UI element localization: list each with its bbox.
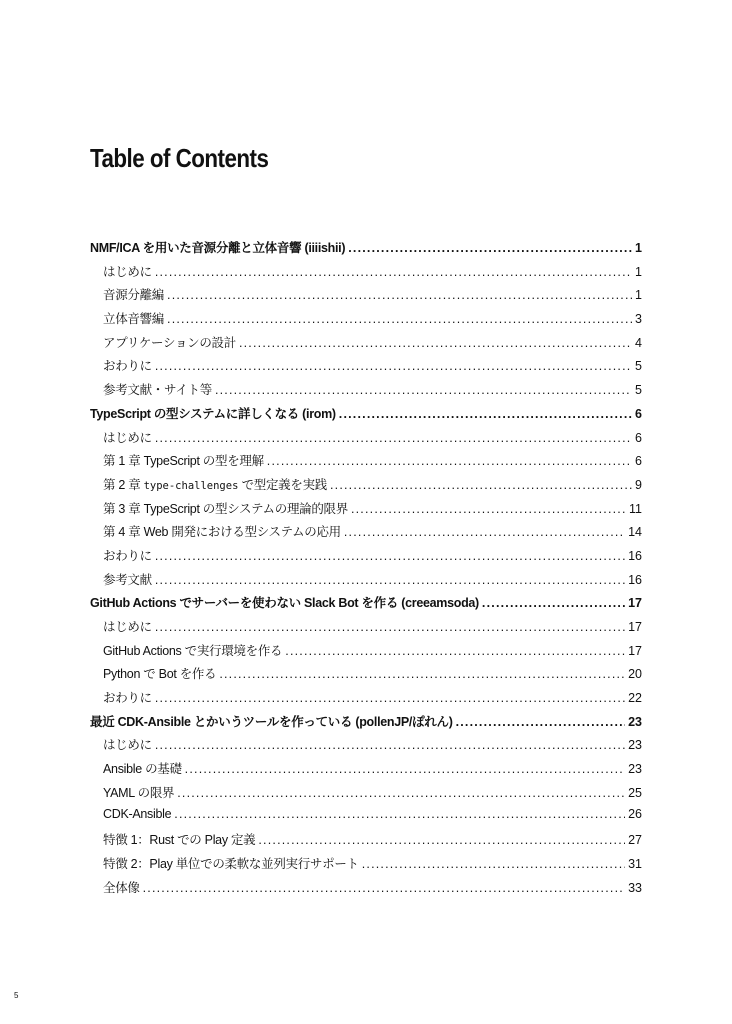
page-number: 5 bbox=[14, 991, 19, 1000]
toc-entry-label: GitHub Actions でサーバーを使わない Slack Bot を作る (creeamsoda) bbox=[90, 596, 479, 611]
toc-entry-page: 1 bbox=[635, 264, 642, 279]
leader-dots bbox=[362, 857, 625, 871]
toc-entry-label: はじめに bbox=[103, 430, 152, 445]
toc-entry-page: 20 bbox=[628, 667, 642, 682]
toc-entry[interactable] bbox=[90, 878, 642, 902]
toc-entry-label: TypeScript の型システムに詳しくなる (irom) bbox=[90, 406, 336, 421]
toc-entry-page: 22 bbox=[628, 691, 642, 706]
toc-entry[interactable] bbox=[90, 309, 642, 333]
toc-entry-page: 6 bbox=[635, 406, 642, 421]
toc-entry[interactable] bbox=[90, 285, 642, 309]
leader-dots bbox=[167, 288, 632, 302]
toc-entry-page: 27 bbox=[628, 833, 642, 848]
leader-dots bbox=[155, 359, 632, 373]
toc-entry-page: 31 bbox=[628, 856, 642, 871]
leader-dots bbox=[267, 454, 632, 468]
toc-entry-label: GitHub Actions で実行環境を作る bbox=[103, 643, 283, 658]
toc-entry-label: はじめに bbox=[103, 738, 152, 753]
toc-entry[interactable] bbox=[90, 333, 642, 357]
leader-dots bbox=[155, 265, 632, 279]
toc-entry[interactable] bbox=[90, 451, 642, 475]
leader-dots bbox=[219, 667, 625, 681]
toc-entry-page: 17 bbox=[628, 643, 642, 658]
leader-dots bbox=[155, 431, 632, 445]
toc-entry[interactable] bbox=[90, 475, 642, 499]
leader-dots bbox=[285, 644, 625, 658]
leader-dots bbox=[177, 786, 625, 800]
toc-entry[interactable] bbox=[90, 546, 642, 570]
leader-dots bbox=[456, 715, 626, 729]
leader-dots bbox=[339, 407, 632, 421]
toc-entry-page: 5 bbox=[635, 359, 642, 374]
toc-entry-label-code: type-challenges bbox=[143, 479, 239, 492]
toc-entry-label-prefix: 第 2 章 bbox=[103, 477, 144, 492]
toc-entry-label: 最近 CDK-Ansible とかいうツールを作っている (pollenJP/ぽれん) bbox=[90, 714, 453, 729]
toc-entry[interactable] bbox=[90, 238, 642, 262]
leader-dots bbox=[348, 241, 632, 255]
toc-entry[interactable] bbox=[90, 830, 642, 854]
toc-entry-label: 立体音響編 bbox=[103, 312, 165, 327]
toc-entry[interactable] bbox=[90, 593, 642, 617]
toc-entry-page: 17 bbox=[628, 620, 642, 634]
toc-entry-label bbox=[103, 475, 327, 493]
toc-entry[interactable] bbox=[90, 641, 642, 665]
table-of-contents bbox=[90, 238, 642, 901]
toc-entry-label: 特徴 1：Rust での Play 定義 bbox=[103, 833, 256, 848]
toc-entry-label: 全体像 bbox=[103, 880, 140, 895]
toc-entry[interactable] bbox=[90, 262, 642, 286]
toc-entry[interactable] bbox=[90, 522, 642, 546]
toc-entry[interactable] bbox=[90, 617, 642, 641]
toc-entry-page: 17 bbox=[628, 596, 642, 611]
leader-dots bbox=[258, 833, 625, 847]
leader-dots bbox=[155, 573, 625, 587]
toc-entry-label: はじめに bbox=[103, 264, 152, 279]
toc-entry-label: 特徴 2：Play 単位での柔軟な並列実行サポート bbox=[103, 856, 359, 871]
toc-entry[interactable] bbox=[90, 735, 642, 759]
leader-dots bbox=[330, 478, 632, 492]
toc-entry-label: Ansible の基礎 bbox=[103, 762, 182, 777]
toc-entry-page: 25 bbox=[628, 785, 642, 800]
toc-entry[interactable] bbox=[90, 499, 642, 523]
toc-entry-page: 4 bbox=[635, 335, 642, 350]
leader-dots bbox=[155, 691, 625, 705]
toc-entry-page: 11 bbox=[629, 501, 642, 516]
toc-entry-label: おわりに bbox=[103, 691, 152, 706]
leader-dots bbox=[143, 881, 625, 895]
toc-entry-label: CDK-Ansible bbox=[103, 806, 172, 821]
toc-entry-label: 参考文献 bbox=[103, 572, 152, 587]
leader-dots bbox=[185, 762, 625, 776]
toc-entry[interactable] bbox=[90, 380, 642, 404]
toc-entry-label-suffix: で型定義を実践 bbox=[238, 477, 327, 492]
toc-entry[interactable] bbox=[90, 570, 642, 594]
leader-dots bbox=[344, 525, 625, 539]
toc-entry[interactable] bbox=[90, 783, 642, 807]
leader-dots bbox=[239, 336, 632, 350]
toc-entry[interactable] bbox=[90, 712, 642, 736]
toc-entry-page: 9 bbox=[635, 477, 642, 492]
page-title: Table of Contents bbox=[90, 143, 269, 173]
toc-entry-page: 16 bbox=[628, 572, 642, 587]
toc-entry-page: 23 bbox=[628, 714, 642, 729]
leader-dots bbox=[215, 383, 632, 397]
toc-entry-page: 6 bbox=[635, 454, 642, 469]
leader-dots bbox=[155, 549, 625, 563]
toc-entry-label: YAML の限界 bbox=[103, 785, 175, 800]
toc-entry[interactable] bbox=[90, 664, 642, 688]
toc-entry[interactable] bbox=[90, 404, 642, 428]
toc-entry-page: 3 bbox=[635, 312, 642, 327]
toc-entry-page: 1 bbox=[635, 241, 642, 255]
toc-entry-label: 参考文献・サイト等 bbox=[103, 383, 212, 398]
toc-entry-label: 音源分離編 bbox=[103, 288, 165, 303]
toc-entry-label: アプリケーションの設計 bbox=[103, 335, 236, 350]
leader-dots bbox=[167, 312, 632, 326]
toc-entry[interactable] bbox=[90, 759, 642, 783]
toc-entry[interactable] bbox=[90, 428, 642, 452]
toc-entry-label: 第 3 章 TypeScript の型システムの理論的限界 bbox=[103, 501, 348, 516]
toc-entry-page: 26 bbox=[628, 806, 642, 821]
leader-dots bbox=[155, 620, 625, 634]
leader-dots bbox=[351, 502, 626, 516]
leader-dots bbox=[174, 807, 625, 821]
toc-entry-label: Python で Bot を作る bbox=[103, 667, 217, 682]
toc-entry[interactable] bbox=[90, 688, 642, 712]
toc-entry-page: 6 bbox=[635, 430, 642, 445]
toc-entry-label: おわりに bbox=[103, 359, 152, 374]
leader-dots bbox=[155, 738, 625, 752]
toc-entry-page: 23 bbox=[628, 762, 642, 777]
toc-entry-page: 23 bbox=[628, 738, 642, 753]
toc-entry[interactable] bbox=[90, 807, 642, 831]
toc-entry-label: 第 4 章 Web 開発における型システムの応用 bbox=[103, 525, 341, 540]
leader-dots bbox=[482, 596, 625, 610]
toc-entry-page: 1 bbox=[635, 288, 642, 303]
toc-entry-page: 33 bbox=[628, 880, 642, 895]
toc-entry-label: NMF/ICA を用いた音源分離と立体音響 (iiiishii) bbox=[90, 241, 346, 255]
toc-entry-page: 16 bbox=[628, 548, 642, 563]
toc-entry-page: 5 bbox=[635, 383, 642, 398]
toc-entry[interactable] bbox=[90, 356, 642, 380]
toc-entry[interactable] bbox=[90, 854, 642, 878]
toc-entry-label: 第 1 章 TypeScript の型を理解 bbox=[103, 454, 264, 469]
toc-entry-page: 14 bbox=[628, 525, 642, 540]
toc-entry-label: おわりに bbox=[103, 548, 152, 563]
toc-entry-label: はじめに bbox=[103, 620, 152, 634]
